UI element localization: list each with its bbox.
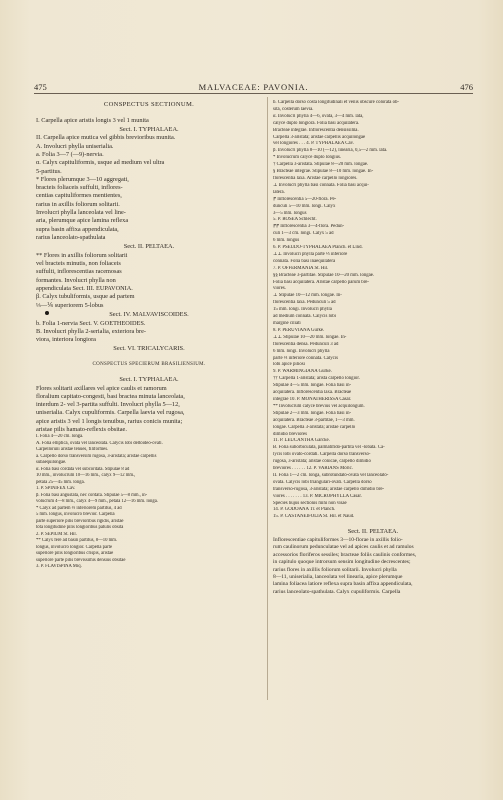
right-text-line: viores. [273, 286, 286, 292]
right-text-line: acquilatera. Inflorescentia laxa. Bracteae [273, 390, 352, 396]
right-text-line: 6. P. PSEUDO-TYPHALAEA Planch. et Lind. [273, 245, 363, 251]
left-text-line: B. Involucri phylla 2-serialia, exteriora bre- [36, 327, 146, 335]
right-text-line: Folia basi acquilatera. Aristae carpello parum bre- [273, 279, 370, 285]
right-text-line: rarius flores in axillis foliorum solitarii. Involucri phylla [273, 566, 397, 573]
right-text-line: 8—11, uniserialia, lanceolata vel linearia, apice plerumque [273, 573, 403, 580]
left-text-line: A. Involucri phylla uniserialia. [36, 142, 114, 150]
right-text-line: 9. P. WARMINGIANA Gürke. [273, 369, 332, 375]
right-text-line: ⊥⊥ Involucri phylla parte ⅓ inferiore [273, 251, 348, 257]
left-heading: CONSPECTUS SPECIERUM BRASILIENSIUM. [92, 362, 206, 367]
left-text-line: Carpelloruni aristae tenues, filiformes. [36, 447, 109, 453]
right-text-line: 15 mm. longi. Involucri phylla [273, 307, 332, 313]
header-rule [34, 93, 473, 94]
right-text-line: parte ⅓ inferiore connata. Calycis [273, 355, 338, 361]
right-heading: Sect. II. PELTAEA. [347, 528, 399, 536]
left-text-line: interdum 2- vel 3-partita suffulti. Involucri phylla 5—12, [36, 401, 180, 409]
right-text-line: B. Folia suborbiculata, palmatifido-partita vel -lobata. Ca- [273, 445, 385, 451]
right-text-line: lycis lobi ovato-cordati. Carpella dorso transverso- [273, 452, 371, 458]
left-text-line: supra basin affixa appendiculata, [36, 225, 119, 233]
left-text-line: α. Calyx capituliformis, usque ad medium vel ultra [36, 159, 165, 167]
right-text-line: §§ Bracteae 3-partitae. Stipulae 10—20 mm. longae. [273, 272, 375, 278]
left-heading: Sect. IV. MALVAVISCOIDES. [109, 310, 189, 318]
left-text-line: superiore parte pilis brevissimis densius obsitae [36, 557, 126, 563]
left-text-line: formantes. Involucri phylla non [36, 276, 116, 284]
right-text-line: ** Involucrum calyce brevius vel acquilongum. [273, 403, 365, 409]
right-text-line: Species hujus sectionis mihi non visae [273, 500, 347, 506]
right-text-line: transverso-rugosa, 3-aristata; aristae carpello dimidio bre- [273, 486, 385, 492]
right-text-line: II. Folia 1—2 cm. longa, subrotundato-ovata vel lanceolato- [273, 472, 389, 478]
left-text-line: longus, involucro longior. Carpella parte [36, 544, 113, 550]
right-text-line: Stipulae 2—3 mm. longae. Folia basi in- [273, 410, 352, 416]
left-text-line: α. Folia basi cordata vel subcordata. Stipulae 8 ad [36, 466, 130, 472]
right-text-line: vel longiores . . . 4. P. TYPHALAEA Cav. [273, 141, 354, 147]
right-text-line: lobi apice piliosi [273, 362, 305, 368]
left-text-line: apice aristis 3 vel 1 longis tenuibus, rarius conicis munita; [36, 417, 183, 425]
left-text-line: β. Calyx tubuliformis, usque ad partem [36, 293, 135, 301]
right-text-line: 15. P. CASTANEIFOLIA St. Hil. et Naud. [273, 514, 355, 520]
right-text-line: lamina foliacea latiore reflexa supra basin affixa appendiculata, [273, 581, 413, 588]
left-text-line: subaequilongae. [36, 460, 67, 466]
left-text-line: 2. P. SEPIUM St. Hil. [36, 531, 77, 537]
left-text-line: 1. P. SPINIFEX Cav. [36, 486, 76, 492]
right-text-line: florescentia laxa. Pedunculi 5 ad [273, 300, 336, 306]
right-text-line: dunculi 5—10 mm. longi. Calyx [273, 203, 336, 209]
left-heading: Sect. VI. TRICALYCARIS. [113, 345, 185, 353]
left-text-line: rarius in axillis foliorum solitarii. [36, 200, 120, 208]
right-text-line: 5. P. ROSEA Schlecht. [273, 217, 317, 223]
right-text-line: sita, costerum laevia. [273, 106, 314, 112]
right-text-line: in capitulo quoque introrsum sensim longitudine decrescentes; [273, 559, 411, 566]
right-text-line: calyce duplo longiora. Folia basi acquilatera. [273, 120, 360, 126]
left-text-line: floralium capitato-congesti, basi bractea minuta lanceolata, [36, 392, 185, 400]
left-heading: Sect. II. PELTAEA. [123, 243, 175, 251]
right-text-line: β. Involucri phylla 8—10 (—12), linearia, 0,5—2 mm. lata. [273, 148, 388, 154]
right-text-line: rum caulinorum pedunculatae vel ad apices caulis et ad ramulos [273, 544, 414, 551]
left-text-line: I. Folia 4—20 cm. longa. [36, 434, 84, 440]
right-text-line: acquilatera. Bracteae 3-partitae, 1—3 mm. [273, 417, 355, 423]
left-text-line: rarius lanceolato-spathulata [36, 233, 106, 241]
left-text-line: I. Carpella apice aristis longis 3 vel 1 munita [36, 116, 149, 124]
left-text-line: a. Carpello dorso transversim rugosa, 3-aristata; aristae carpellis [36, 453, 157, 459]
left-text-line: appendiculata Sect. III. EUPAVONIA. [36, 285, 133, 293]
left-text-line: 10 mm., involucrum 10—16 mm., calyx 9—12 mm., [36, 473, 136, 479]
right-text-line: viores . . . . . . . 13. P. MICROPHYLLA Casar. [273, 493, 362, 499]
right-text-line: integrae 10. P. MONATHERISSA Casar. [273, 396, 352, 402]
right-column [273, 100, 473, 596]
right-text-line: Carpella 3-aristata; aristae carpellis acquilongae [273, 134, 366, 140]
left-text-line: centias capituliformes mentientes, [36, 192, 122, 200]
left-heading: CONSPECTUS SECTIONUM. [103, 101, 195, 108]
left-text-line: 3. P. FLAVISPINA Miq. [36, 564, 82, 570]
right-text-line: * Involucrum calyce duplo longius. [273, 155, 342, 161]
left-text-line: β. Folia basi angustata, nec cordata. Stipulae 5—8 mm., in- [36, 492, 148, 498]
left-text-line: suffulti, inflorescentias racemosas [36, 268, 122, 276]
right-text-line: § Bracteae integrae. Stipulae 8—10 mm. longae. In- [273, 169, 374, 175]
left-text-line: uniserialia. Calyx cupuliformis. Carpella laevia vel rugosa, [36, 409, 185, 417]
left-column [36, 100, 262, 571]
right-text-line: ⊥ Involucri phylla basi connata. Folia basi acqui- [273, 182, 369, 188]
column-divider [267, 97, 268, 700]
right-text-line: 6 mm. longi. Involucri phylla [273, 348, 330, 354]
left-text-line: a. Folia 3—7 (—9)-nervia. [36, 150, 104, 158]
ink-spot [45, 311, 49, 315]
right-text-line: dimidio breviores [273, 431, 307, 437]
left-text-line: A. Folia elliptica, ovata vel lanceolata. Calycis lobi deltoideo-ovati. [36, 440, 163, 446]
left-text-line: Involucri phylla lanceolata vel line- [36, 209, 126, 217]
left-text-line: viora, interiora longiora [36, 336, 96, 344]
right-text-line: ⊥⊥ Stipulae 10—20 mm. longae. In- [273, 334, 347, 340]
right-text-line: 11. P. LEUCANTHA Garcke. [273, 438, 330, 444]
right-text-line: accessorios floriferos sessiles; bracteae foliis caulinis conformes, [273, 551, 417, 558]
right-text-line: Stipulae 4—5 mm. longae. Folia basi in- [273, 383, 352, 389]
left-text-line: ** Calyx fere ad basin partitus, 8—10 mm. [36, 538, 118, 544]
right-text-line: margine ciliati [273, 321, 301, 326]
right-text-line: longae. Carpella 3-aristata; aristae carpello [273, 424, 356, 430]
left-text-line: parte superiore pilis brevioribus rigidis, aristae [36, 518, 124, 524]
left-text-line: tota longitudine pilis longioribus patulis obsita [36, 525, 124, 531]
right-text-line: culi 1—3 cm. longi. Calyx 5 ad [273, 231, 334, 237]
right-text-line: ovata. Calycis lobi triangulari-ovati. Carpella dorso [273, 479, 372, 485]
left-text-line: vel bracteis minutis, non foliaceis [36, 260, 121, 268]
right-text-line: florescentia densa. Pedunculi 3 ad [273, 341, 339, 347]
left-text-line: 5-partitus. [36, 167, 62, 175]
right-text-line: 6 mm. longus [273, 238, 300, 244]
left-text-line: volucrum 4—8 mm., calyx 4—9 mm., petala 12—16 mm. longa. [36, 499, 158, 505]
left-text-line: superiore pilis longioribus crispis, aristae [36, 551, 114, 557]
right-text-line: α. Involucri phylla 4—6, ovata, 3—4 mm. lata, [273, 113, 364, 119]
left-text-line: petala 25—45 mm. longa. [36, 479, 85, 485]
left-text-line: b. Folia 1-nervia Sect. V. GOETHEOIDES. [36, 319, 146, 327]
right-text-line: rugosa, 3-aristata; aristae conicae, carpello dimidio [273, 459, 371, 465]
right-text-line: ⊥ Stipulae 10—12 mm. longae. In- [273, 293, 342, 299]
left-text-line: 5 mm. longus, involucro brevior. Carpella [36, 512, 115, 518]
right-text-line: 14. P. GODOANA Tr. et Planch. [273, 507, 336, 513]
right-text-line: 7. P. OFFERMANIA St. Hil. [273, 265, 329, 271]
right-text-line: 3—5 mm. longus [273, 210, 307, 216]
left-heading: Sect. I. TYPHALAEA. [119, 125, 179, 133]
left-text-line: ⅓—⅙ superiorem 5-lobus [36, 301, 104, 309]
left-text-line: II. Carpella apice mutica vel gibbis brevioribus munita. [36, 134, 176, 142]
left-text-line: aria, plerumque apice lamina reflexa [36, 217, 129, 225]
page-number-left: 475 [34, 82, 47, 92]
left-text-line: * Flores plerumque 3—10 aggregati, [36, 175, 129, 183]
running-header [34, 82, 473, 92]
right-text-line: Bracteae integrae. Inflorescentia densissima. [273, 127, 359, 133]
right-text-line: ad medium connata. Calycis lobi [273, 314, 337, 320]
right-text-line: ⁋⁋ Inflorescentia 3—4-flora. Pedun- [273, 224, 345, 230]
right-text-line: rarius lanceolato-spathulata. Calyx cupuliformis. Carpella [273, 588, 401, 595]
right-text-line: Inflorescentiae capituliformes 3—10-florae in axillis folio- [273, 536, 403, 543]
right-text-line: †† Carpella 1-aristata; arista carpello longior. [273, 376, 360, 382]
left-text-line: aristae pilis hamato-reflexis obsitae. [36, 426, 127, 434]
page-number-right: 476 [460, 82, 473, 92]
running-title: MALVACEAE: PAVONIA. [198, 82, 309, 92]
right-text-line: 8. P. PERUVIANA Gürke. [273, 327, 325, 333]
right-text-line: florescentia laxa. Aristae carpello longiores. [273, 175, 358, 181]
left-text-line: Flores solitarii axillares vel apice caulis et ramorum [36, 384, 167, 392]
right-text-line: connata. Folia basi inaequilatera [273, 258, 336, 264]
left-heading: Sect. I. TYPHALAEA. [119, 376, 179, 383]
left-text-line: bracteis foliaceis suffulti, inflores- [36, 184, 123, 192]
right-text-line: ⁋ Inflorescentia 5—20-flora. Pe- [273, 196, 337, 202]
right-text-line: b. Carpella dorso costa longitudinali et venis obscure colorata ob- [273, 100, 400, 105]
right-text-line: breviores . . . . . . 12. P. VARIANS Moric. [273, 466, 353, 472]
left-text-line: * Calyx ad partem ⅓ inferiorem partitus, 4 ad [36, 505, 122, 511]
right-text-line: † Carpella 3-aristata. Stipulae 8—20 mm. longae. [273, 162, 369, 168]
right-text-line: latera. [273, 189, 285, 195]
left-text-line: ** Flores in axillis foliorum solitarii [36, 251, 128, 259]
